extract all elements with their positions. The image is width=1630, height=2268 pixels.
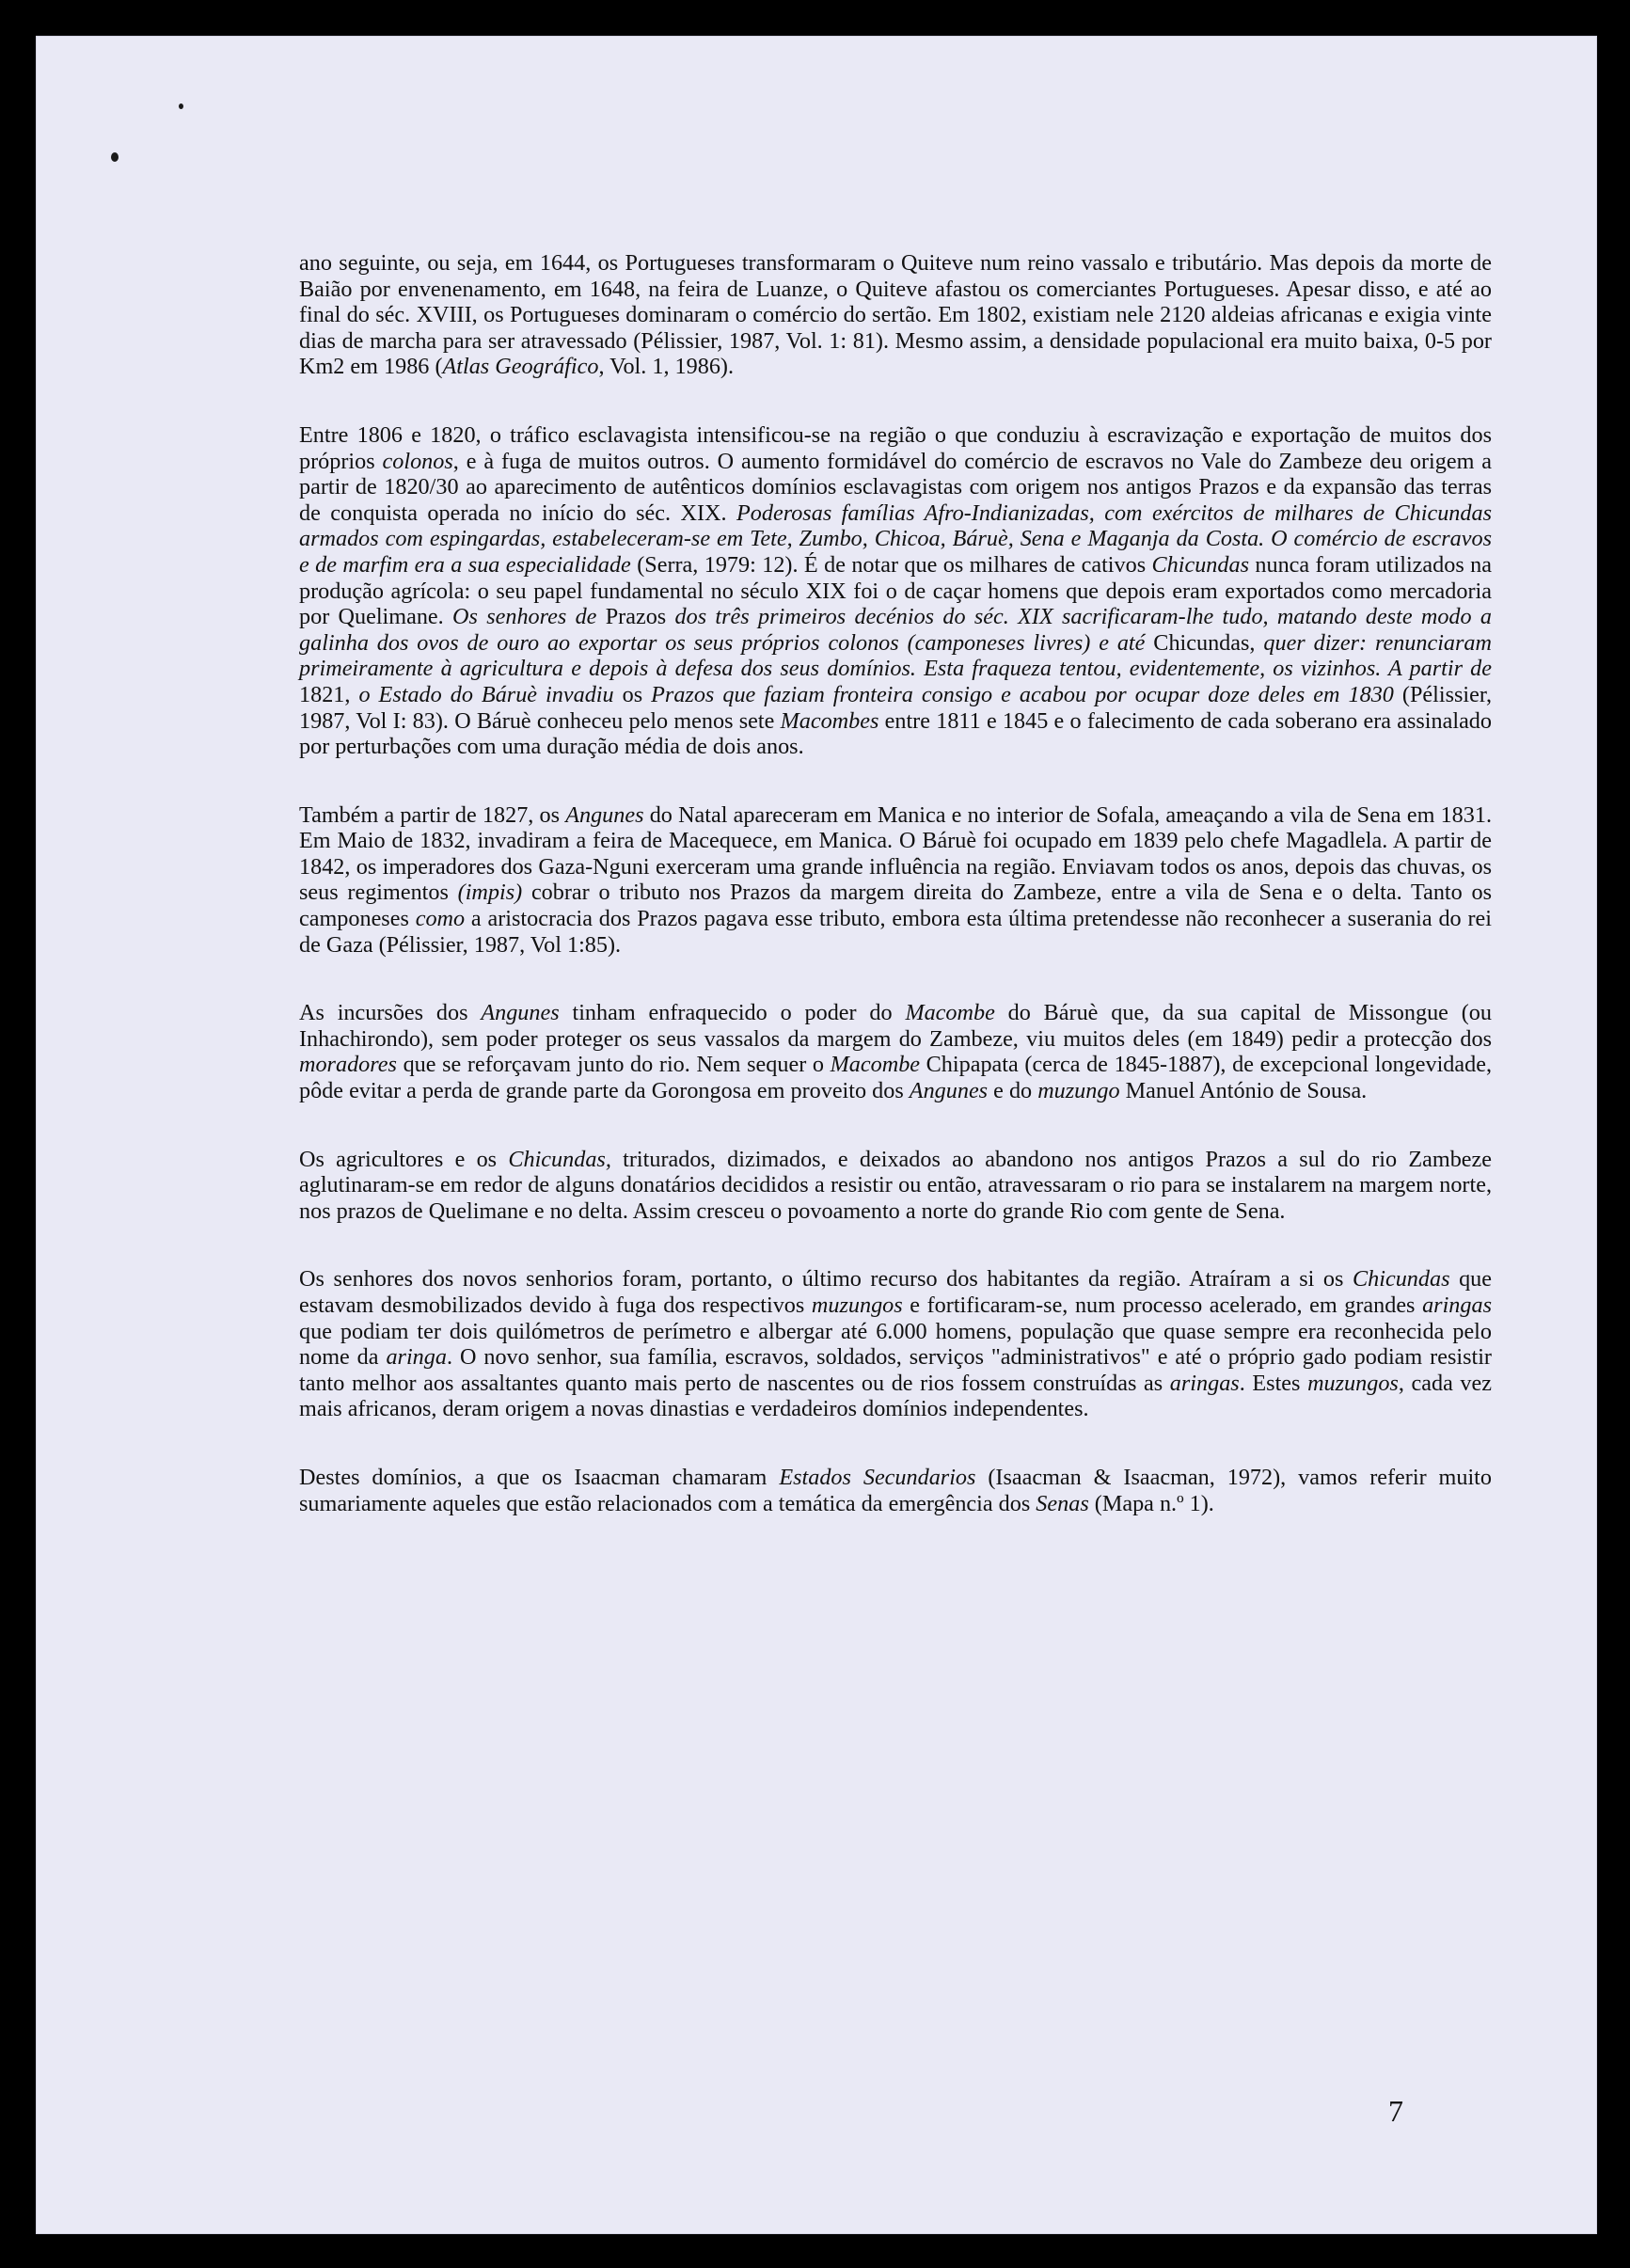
text-run: As incursões dos	[299, 1000, 482, 1026]
italic-text: Estados Secundarios	[779, 1464, 976, 1490]
body-text	[299, 250, 1492, 1559]
text-run: Os senhores dos novos senhorios foram, portanto, o último recurso dos habitantes da região. Atraíram a si os	[299, 1266, 1353, 1293]
italic-text: muzungos	[1307, 1370, 1399, 1396]
text-run: Chipapata (cerca de 1845-1887), de excepcional longevidade, pôde evitar a perda de grande parte da Gorongosa em proveito dos	[299, 1052, 1492, 1104]
text-run: Também a partir de 1827, os	[299, 801, 566, 828]
paragraph	[299, 250, 1492, 380]
document-page	[36, 36, 1597, 2234]
italic-text: o Estado do Báruè invadiu	[358, 681, 614, 707]
text-run: , Vol. 1, 1986).	[598, 354, 735, 380]
text-run: que se reforçavam junto do rio. Nem sequer o	[396, 1052, 831, 1078]
text-run: (Serra, 1979: 12). É de notar que os milhares de cativos	[630, 551, 1152, 578]
italic-text: Macombe	[905, 1000, 995, 1026]
italic-text: Chicundas	[1353, 1266, 1450, 1293]
paragraph	[299, 1000, 1492, 1103]
italic-text: (impis)	[457, 880, 523, 906]
paragraph	[299, 422, 1492, 760]
scan-speck	[179, 103, 183, 109]
italic-text: como	[415, 906, 466, 932]
italic-text: Atlas Geográfico	[442, 354, 599, 380]
italic-text: Macombe	[830, 1052, 921, 1078]
text-run: (Isaacman & Isaacman, 1972), vamos referir muito sumariamente aqueles que estão relacionados com a temática da emergência dos	[299, 1464, 1492, 1516]
italic-text: Angunes	[565, 801, 644, 828]
paragraph	[299, 1147, 1492, 1225]
italic-text: Os senhores de	[452, 604, 597, 630]
italic-text: colonos	[382, 448, 453, 474]
text-run: 1821,	[299, 681, 359, 707]
text-run: Prazos	[596, 604, 675, 630]
text-run: cobrar o tributo nos Prazos da margem direita do Zambeze, entre a vila de Sena e o delta. Tanto os camponeses	[299, 880, 1492, 932]
italic-text: O comércio de escravos e de marfim era a sua especialidade	[299, 526, 1492, 578]
italic-text: Macombes	[780, 707, 879, 734]
paragraph	[299, 1266, 1492, 1422]
text-run: nunca foram utilizados na produção agrícola: o seu papel fundamental no século XIX foi o de caçar homens que depois eram exportados como mercadoria por Quelimane.	[299, 551, 1492, 630]
text-run: , cada vez mais africanos, deram origem a novas dinastias e verdadeiros domínios independentes.	[299, 1370, 1492, 1422]
page-number: 7	[1388, 2094, 1403, 2128]
text-run: e do	[988, 1078, 1038, 1104]
text-run: os	[613, 681, 652, 707]
paragraph	[299, 1465, 1492, 1516]
italic-text: Senas	[1036, 1490, 1089, 1516]
italic-text: moradores	[299, 1052, 397, 1078]
text-run: do Báruè que, da sua capital de Missongue (ou Inhachirondo), sem poder proteger os seus vassalos da margem do Zambeze, viu muitos deles (em 1849) pedir a protecção dos	[299, 1000, 1492, 1052]
italic-text: Chicundas,	[508, 1146, 611, 1172]
italic-text: aringa	[386, 1344, 447, 1371]
text-run: , e à fuga de muitos outros. O aumento formidável do comércio de escravos no Vale do Zambeze deu origem a partir de 1820/30 ao aparecimento de autênticos domínios esclavagistas com origem nos antigos Prazos e da expansão das terras de conquista operada no início do séc. XIX.	[299, 448, 1493, 526]
text-run: e fortificaram-se, num processo acelerado, em grandes	[902, 1293, 1423, 1318]
text-run: tinham enfraquecido o poder do	[559, 1000, 906, 1026]
italic-text: Poderosas famílias Afro-Indianizadas, com exércitos de milhares de Chicundas armados com espingardas, estabeleceram-se em Tete, Zumbo, Chicoa, Báruè, Sena e Maganja da Costa.	[299, 500, 1492, 552]
italic-text: aringas	[1422, 1293, 1492, 1318]
text-run: que estavam desmobilizados devido à fuga dos respectivos	[299, 1266, 1492, 1318]
italic-text: muzungos	[811, 1293, 903, 1318]
text-run: entre 1811 e 1845 e o falecimento de cada soberano era assinalado por perturbações com uma duração média de dois anos.	[299, 707, 1492, 760]
text-run: Chicundas,	[1145, 629, 1264, 656]
italic-text: Angunes	[481, 1000, 560, 1026]
italic-text: aringas	[1169, 1370, 1240, 1396]
italic-text: dos três primeiros decénios do séc. XIX sacrificaram-lhe tudo, matando deste modo a galinha dos ovos de ouro ao exportar os seus próprios colonos (camponeses livres) e até	[299, 604, 1492, 656]
text-run: Destes domínios, a que os Isaacman chamaram	[299, 1464, 780, 1490]
text-run: que podiam ter dois quilómetros de perímetro e albergar até 6.000 homens, população que quase sempre era reconhecida pelo nome da	[299, 1318, 1492, 1371]
text-run: (Pélissier, 1987, Vol I: 83). O Báruè conheceu pelo menos sete	[299, 681, 1492, 734]
scan-speck	[111, 152, 119, 162]
italic-text: Chicundas	[1151, 551, 1249, 578]
text-run: do Natal apareceram em Manica e no interior de Sofala, ameaçando a vila de Sena em 1831. Em Maio de 1832, invadiram a feira de Macequece, em Manica. O Báruè foi ocupado em 1839 pelo chefe Magadlela. A partir de 1842, os imperadores dos Gaza-Nguni exerceram uma grande influência na região. Enviavam todos os anos, depois das chuvas, os seus regimentos	[299, 801, 1492, 906]
text-run: ano seguinte, ou seja, em 1644, os Portugueses transformaram o Quiteve num reino vassalo e tributário. Mas depois da morte de Baião por envenenamento, em 1648, na feira de Luanze, o Quiteve afastou os comerciantes Portugueses. Apesar disso, e até ao final do séc. XVIII, os Portugueses dominaram o comércio do sertão. Em 1802, existiam nele 2120 aldeias africanas e exigia vinte dias de marcha para ser atravessado (Pélissier, 1987, Vol. 1: 81). Mesmo assim, a densidade populacional era muito baixa, 0-5 por Km2 em 1986 (	[299, 250, 1492, 380]
paragraph	[299, 802, 1492, 959]
text-run: . Estes	[1239, 1370, 1308, 1396]
text-run: a aristocracia dos Prazos pagava esse tributo, embora esta última pretendesse não reconhecer a suserania do rei de Gaza (Pélissier, 1987, Vol 1:85).	[299, 906, 1492, 958]
italic-text: muzungo	[1037, 1078, 1120, 1104]
text-run: Os agricultores e os	[299, 1146, 509, 1172]
italic-text: Angunes	[909, 1078, 989, 1104]
text-run: . O novo senhor, sua família, escravos, soldados, serviços "administrativos" e até o próprio gado podiam resistir tanto melhor aos assaltantes quanto mais perto de nascentes ou de rios fossem construídas as	[299, 1344, 1492, 1396]
text-run: Manuel António de Sousa.	[1119, 1078, 1368, 1104]
text-run: triturados, dizimados, e deixados ao abandono nos antigos Prazos a sul do rio Zambeze aglutinaram-se em redor de alguns donatários decididos a resistir ou então, atravessaram o rio para se instalarem na margem norte, nos prazos de Quelimane e no delta. Assim cresceu o povoamento a norte do grande Rio com gente de Sena.	[299, 1146, 1492, 1224]
text-run: Entre 1806 e 1820, o tráfico esclavagista intensificou-se na região o que conduziu à escravização e exportação de muitos dos próprios	[299, 421, 1492, 474]
italic-text: Prazos que faziam fronteira consigo e acabou por ocupar doze deles em 1830	[651, 681, 1394, 707]
italic-text: quer dizer: renunciaram primeiramente à agricultura e depois à defesa dos seus domínios. Esta fraqueza tentou, evidentemente, os vizinhos. A partir de	[299, 629, 1492, 682]
text-run: (Mapa n.º 1).	[1088, 1490, 1214, 1516]
